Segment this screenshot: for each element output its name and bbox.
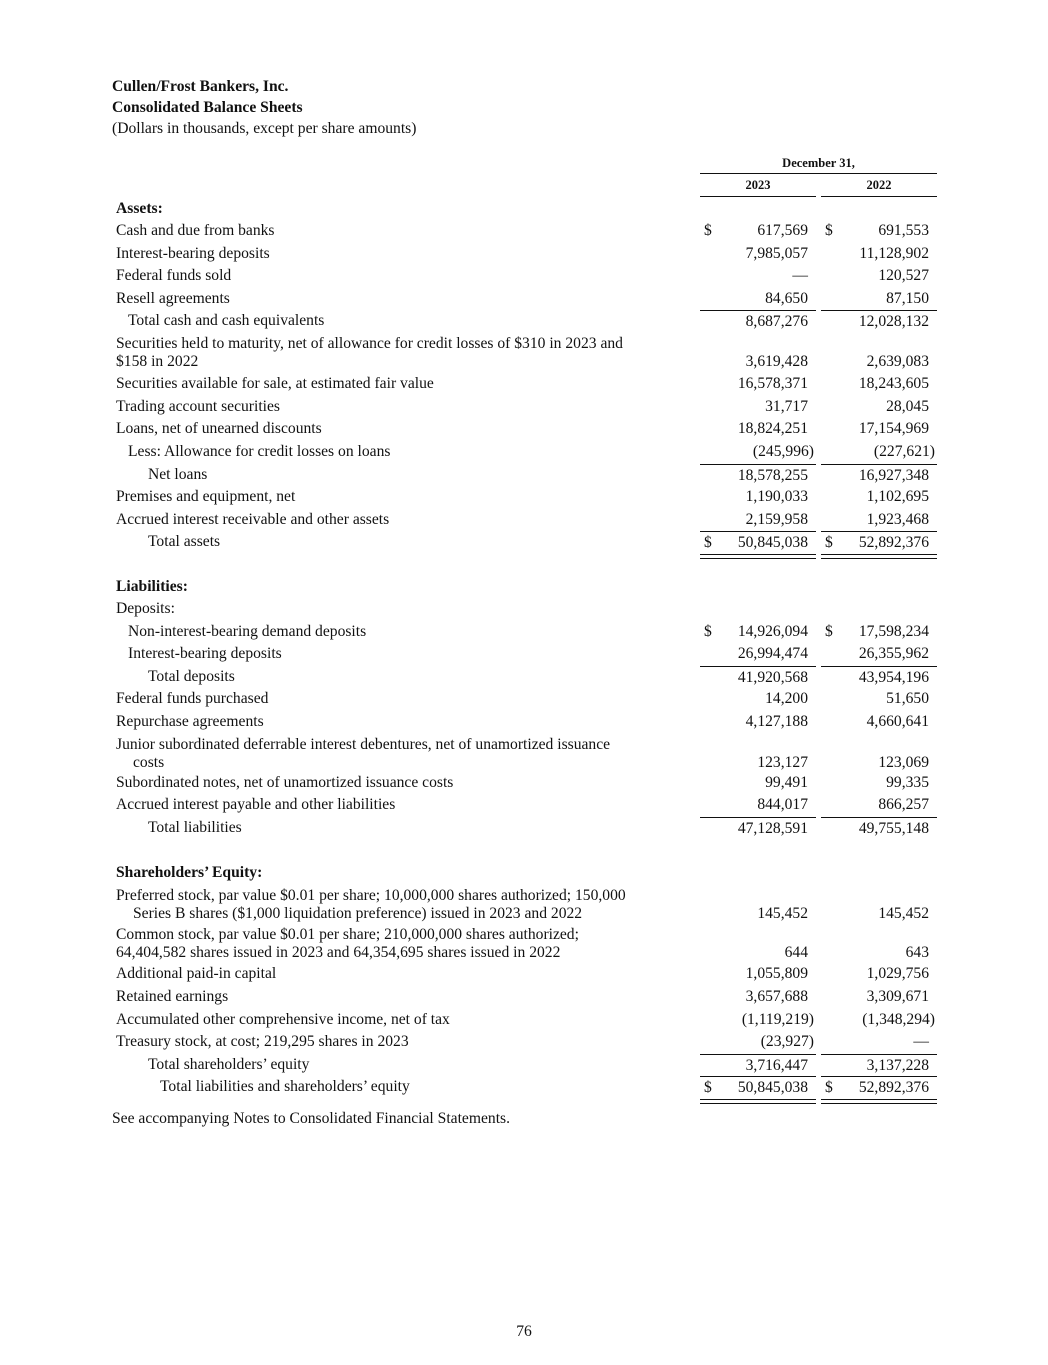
row-label [116, 578, 701, 596]
row-label-text: Total cash and cash equivalents [128, 312, 325, 329]
amount: 691,553 [878, 222, 929, 239]
column-header-2022: 2022 [866, 178, 892, 192]
value-cell-2022 [821, 621, 937, 643]
amount: (23,927) [760, 1033, 814, 1050]
amount: 617,569 [757, 222, 808, 239]
value-cell-2022 [821, 963, 937, 985]
row-label-text: Junior subordinated deferrable interest debentures, net of unamortized issuance [116, 736, 611, 753]
amount: 123,127 [757, 754, 808, 771]
amount: 16,927,348 [858, 467, 929, 484]
value-cell-2023 [700, 903, 816, 925]
row-label [116, 796, 701, 814]
amount: 26,994,474 [737, 645, 808, 662]
value-cell-2023 [700, 441, 816, 463]
value-cell-2023 [700, 288, 816, 310]
currency-symbol: $ [825, 623, 833, 640]
row-label [128, 312, 713, 330]
amount: 18,824,251 [737, 420, 808, 437]
value-cell-2022 [821, 418, 937, 440]
value-cell-2023 [700, 986, 816, 1008]
page-number: 76 [516, 1323, 532, 1340]
amount: 99,491 [765, 774, 808, 791]
row-label [116, 965, 701, 983]
row-label [116, 887, 701, 923]
row-label [116, 864, 701, 882]
amount: 1,102,695 [866, 488, 929, 505]
row-label [116, 713, 701, 731]
currency-symbol: $ [825, 534, 833, 551]
value-cell-2023 [700, 963, 816, 985]
row-label-text: Total assets [148, 533, 221, 550]
row-label-text: Federal funds purchased [116, 690, 269, 707]
amount: 14,926,094 [737, 623, 808, 640]
row-label [148, 668, 733, 686]
row-label [116, 200, 701, 218]
value-cell-2022 [821, 265, 937, 287]
row-label-text: Securities available for sale, at estimated fair value [116, 375, 434, 392]
row-label [116, 774, 701, 792]
value-cell-2023 [700, 1031, 816, 1053]
value-cell-2022 [821, 1009, 937, 1031]
value-cell-2022 [821, 1076, 937, 1099]
value-cell-2022 [821, 711, 937, 733]
row-label [116, 245, 701, 263]
currency-symbol: $ [704, 534, 712, 551]
value-cell-2023 [700, 418, 816, 440]
value-cell-2022 [821, 794, 937, 816]
value-cell-2023 [700, 396, 816, 418]
row-label-continuation: costs [133, 754, 165, 771]
row-label-text: Additional paid-in capital [116, 965, 277, 982]
row-label-text: Interest-bearing deposits [128, 645, 282, 662]
row-label-text: Subordinated notes, net of unamortized issuance costs [116, 774, 454, 791]
amount: 16,578,371 [737, 375, 808, 392]
value-cell-2022 [821, 1031, 937, 1053]
amount: 3,657,688 [745, 988, 808, 1005]
column-header-2023: 2023 [745, 178, 771, 192]
value-cell-2023 [700, 509, 816, 531]
value-cell-2023 [700, 243, 816, 265]
row-label-text: Accrued interest receivable and other assets [116, 511, 390, 528]
value-cell-2023 [700, 688, 816, 710]
amount: 1,029,756 [866, 965, 929, 982]
amount: 2,639,083 [866, 353, 929, 370]
row-label-text: Non-interest-bearing demand deposits [128, 623, 367, 640]
value-cell-2022 [821, 903, 937, 925]
row-label-text: Shareholders’ Equity: [116, 864, 263, 881]
amount: (227,621) [873, 443, 935, 460]
value-cell-2023 [700, 1054, 816, 1077]
value-cell-2022 [821, 1054, 937, 1077]
amount: (245,996) [752, 443, 814, 460]
row-label-text: Securities held to maturity, net of allowance for credit losses of $310 in 2023 and [116, 335, 623, 352]
currency-symbol: $ [825, 222, 833, 239]
amount: 4,127,188 [745, 713, 808, 730]
row-label-text: Total shareholders’ equity [148, 1056, 310, 1073]
amount: 52,892,376 [858, 534, 929, 551]
value-cell-2023 [700, 1009, 816, 1031]
row-label [148, 819, 733, 837]
value-cell-2023 [700, 772, 816, 794]
value-cell-2023 [700, 265, 816, 287]
row-label [128, 623, 713, 641]
period-header: December 31, [782, 156, 855, 170]
row-label [160, 1078, 745, 1096]
row-label-text: Assets: [116, 200, 163, 217]
value-cell-2022 [821, 942, 937, 964]
statement-subtitle: (Dollars in thousands, except per share amounts) [112, 120, 417, 137]
value-cell-2023 [700, 711, 816, 733]
row-label-text: Total liabilities and shareholders’ equity [160, 1078, 410, 1095]
year-rule-2022 [821, 196, 937, 197]
value-cell-2023 [700, 817, 816, 840]
amount: 31,717 [765, 398, 808, 415]
amount: 14,200 [765, 690, 808, 707]
row-label-text: Premises and equipment, net [116, 488, 296, 505]
amount: 123,069 [878, 754, 929, 771]
amount: 145,452 [757, 905, 808, 922]
amount: 47,128,591 [737, 820, 808, 837]
value-cell-2023 [700, 794, 816, 816]
amount: 41,920,568 [737, 669, 808, 686]
row-label [116, 1033, 701, 1051]
row-label-text: Trading account securities [116, 398, 280, 415]
amount: 11,128,902 [859, 245, 929, 262]
row-label-text: Total deposits [148, 668, 235, 685]
row-label [148, 533, 733, 551]
amount: 8,687,276 [745, 313, 808, 330]
value-cell-2022 [821, 396, 937, 418]
amount: 28,045 [886, 398, 929, 415]
value-cell-2023 [700, 486, 816, 508]
row-label-continuation: $158 in 2022 [116, 353, 199, 370]
row-label-text: Retained earnings [116, 988, 229, 1005]
row-label [116, 511, 701, 529]
value-cell-2022 [821, 351, 937, 373]
amount: 3,309,671 [866, 988, 929, 1005]
value-cell-2023 [700, 942, 816, 964]
value-cell-2022 [821, 817, 937, 840]
amount: 120,527 [878, 267, 929, 284]
value-cell-2022 [821, 666, 937, 689]
value-cell-2023 [700, 310, 816, 333]
value-cell-2022 [821, 441, 937, 463]
amount: (1,348,294) [862, 1011, 935, 1028]
amount: 17,598,234 [858, 623, 929, 640]
row-label-text: Total liabilities [148, 819, 242, 836]
amount: 51,650 [886, 690, 929, 707]
row-label-continuation: 64,404,582 shares issued in 2023 and 64,354,695 shares issued in 2022 [116, 944, 561, 961]
amount: 844,017 [757, 796, 808, 813]
value-cell-2022 [821, 772, 937, 794]
currency-symbol: $ [825, 1079, 833, 1096]
row-label-text: Repurchase agreements [116, 713, 264, 730]
row-label-text: Treasury stock, at cost; 219,295 shares in 2023 [116, 1033, 409, 1050]
row-label [116, 420, 701, 438]
amount: 50,845,038 [737, 1079, 808, 1096]
amount: 2,159,958 [745, 511, 808, 528]
row-label [116, 926, 701, 962]
amount: 87,150 [886, 290, 929, 307]
value-cell-2023 [700, 220, 816, 242]
row-label [128, 645, 713, 663]
value-cell-2022 [821, 310, 937, 333]
row-label-text: Common stock, par value $0.01 per share; 210,000,000 shares authorized; [116, 926, 579, 943]
amount: 4,660,641 [866, 713, 929, 730]
row-label [116, 600, 701, 618]
row-label [116, 488, 701, 506]
row-label-text: Resell agreements [116, 290, 230, 307]
amount: 99,335 [886, 774, 929, 791]
value-cell-2023 [700, 351, 816, 373]
value-cell-2023 [700, 464, 816, 487]
row-label [116, 222, 701, 240]
row-label [116, 988, 701, 1006]
amount: 1,190,033 [745, 488, 808, 505]
currency-symbol: $ [704, 1079, 712, 1096]
year-rule-2023 [700, 196, 816, 197]
amount: 643 [905, 944, 929, 961]
row-label [116, 290, 701, 308]
row-label-text: Federal funds sold [116, 267, 232, 284]
value-cell-2022 [821, 464, 937, 487]
row-label [116, 1011, 701, 1029]
amount: 84,650 [765, 290, 808, 307]
header-rule [700, 173, 937, 174]
value-cell-2023 [700, 643, 816, 665]
value-cell-2022 [821, 486, 937, 508]
amount: (1,119,219) [741, 1011, 814, 1028]
statement-title: Consolidated Balance Sheets [112, 99, 303, 116]
row-label-text: Accumulated other comprehensive income, net of tax [116, 1011, 450, 1028]
value-cell-2023 [700, 1076, 816, 1099]
footnote: See accompanying Notes to Consolidated Financial Statements. [112, 1110, 510, 1127]
amount: 17,154,969 [858, 420, 929, 437]
row-label [116, 375, 701, 393]
row-label [148, 466, 733, 484]
value-cell-2022 [821, 373, 937, 395]
amount: 1,923,468 [866, 511, 929, 528]
amount: — [792, 267, 808, 284]
amount: — [913, 1033, 929, 1050]
value-cell-2023 [700, 621, 816, 643]
amount: 3,716,447 [745, 1057, 808, 1074]
value-cell-2022 [821, 220, 937, 242]
amount: 18,243,605 [858, 375, 929, 392]
value-cell-2022 [821, 243, 937, 265]
row-label-text: Liabilities: [116, 578, 188, 595]
amount: 7,985,057 [745, 245, 808, 262]
value-cell-2022 [821, 986, 937, 1008]
row-label-text: Net loans [148, 466, 208, 483]
amount: 18,578,255 [737, 467, 808, 484]
value-cell-2023 [700, 373, 816, 395]
amount: 3,619,428 [745, 353, 808, 370]
row-label-continuation: Series B shares ($1,000 liquidation preference) issued in 2023 and 2022 [133, 905, 583, 922]
row-label-text: Interest-bearing deposits [116, 245, 270, 262]
amount: 43,954,196 [858, 669, 929, 686]
row-label-text: Loans, net of unearned discounts [116, 420, 322, 437]
value-cell-2022 [821, 288, 937, 310]
currency-symbol: $ [704, 222, 712, 239]
value-cell-2022 [821, 643, 937, 665]
value-cell-2023 [700, 531, 816, 554]
amount: 866,257 [878, 796, 929, 813]
value-cell-2023 [700, 666, 816, 689]
amount: 3,137,228 [866, 1057, 929, 1074]
row-label [116, 736, 701, 772]
row-label [116, 690, 701, 708]
amount: 1,055,809 [745, 965, 808, 982]
amount: 50,845,038 [737, 534, 808, 551]
row-label [116, 267, 701, 285]
row-label-text: Accrued interest payable and other liabilities [116, 796, 396, 813]
row-label-text: Cash and due from banks [116, 222, 275, 239]
amount: 644 [784, 944, 808, 961]
amount: 145,452 [878, 905, 929, 922]
row-label [128, 443, 713, 461]
row-label-text: Less: Allowance for credit losses on loans [128, 443, 391, 460]
row-label [116, 335, 701, 371]
company-name: Cullen/Frost Bankers, Inc. [112, 78, 289, 95]
amount: 26,355,962 [858, 645, 929, 662]
amount: 52,892,376 [858, 1079, 929, 1096]
amount: 49,755,148 [858, 820, 929, 837]
value-cell-2022 [821, 509, 937, 531]
currency-symbol: $ [704, 623, 712, 640]
value-cell-2022 [821, 752, 937, 774]
value-cell-2022 [821, 531, 937, 554]
row-label-text: Deposits: [116, 600, 175, 617]
amount: 12,028,132 [858, 313, 929, 330]
row-label [148, 1056, 733, 1074]
value-cell-2023 [700, 752, 816, 774]
value-cell-2022 [821, 688, 937, 710]
row-label-text: Preferred stock, par value $0.01 per share; 10,000,000 shares authorized; 150,000 [116, 887, 626, 904]
row-label [116, 398, 701, 416]
